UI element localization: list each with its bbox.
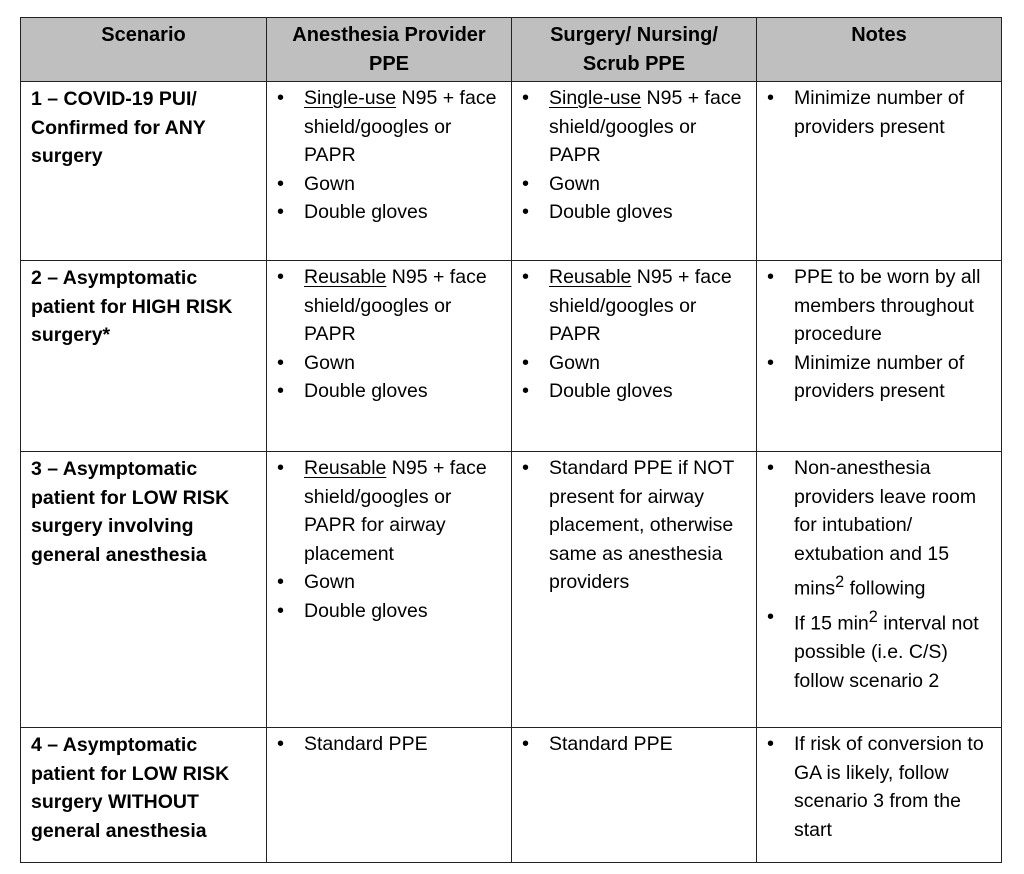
- ppe-scenario-table: [20, 17, 1002, 863]
- scenario-cell: 2 – Asymptomatic patient for HIGH RISK surgery*: [21, 261, 267, 452]
- surgery-ppe-cell: [512, 261, 757, 452]
- surgery-ppe-cell: [512, 452, 757, 728]
- bullet-list: [512, 261, 756, 406]
- list-item: • Standard PPE: [304, 730, 505, 759]
- bullet-list: [267, 82, 511, 227]
- list-item: • If 15 $\min^2$ interval not possible (i.e. C/S) follow scenario 2: [794, 603, 995, 695]
- table-row: [21, 452, 1002, 728]
- list-item: • Double gloves: [304, 198, 505, 227]
- bullet-list: [757, 728, 1001, 844]
- scenario-cell: 3 – Asymptomatic patient for LOW RISK surgery involving general anesthesia: [21, 452, 267, 728]
- list-item: • Reusable N95 + face shield/googles or PAPR: [549, 263, 750, 349]
- bullet-list: [267, 261, 511, 406]
- scenario-cell: 1 – COVID-19 PUI/ Confirmed for ANY surgery: [21, 82, 267, 261]
- header-scenario: Scenario: [21, 18, 267, 82]
- header-anesthesia-ppe: Anesthesia Provider PPE: [267, 18, 512, 82]
- list-item: • Double gloves: [549, 377, 750, 406]
- bullet-list: [512, 728, 756, 759]
- bullet-list: [757, 452, 1001, 695]
- notes-cell: [757, 452, 1002, 728]
- bullet-list: [757, 261, 1001, 406]
- list-item: • Double gloves: [549, 198, 750, 227]
- table-row: [21, 728, 1002, 863]
- list-item: • Non-anesthesia providers leave room for intubation/ extubation and 15 mins$^2$ following: [794, 454, 995, 603]
- bullet-list: [757, 82, 1001, 141]
- list-item: • Gown: [549, 349, 750, 378]
- header-notes: Notes: [757, 18, 1002, 82]
- table-row: [21, 261, 1002, 452]
- list-item: • If risk of conversion to GA is likely, follow scenario 3 from the start: [794, 730, 995, 844]
- bullet-list: [267, 728, 511, 759]
- table-row: [21, 82, 1002, 261]
- scenario-cell: 4 – Asymptomatic patient for LOW RISK surgery WITHOUT general anesthesia: [21, 728, 267, 863]
- anesthesia-ppe-cell: [267, 82, 512, 261]
- list-item: • Gown: [304, 170, 505, 199]
- bullet-list: [512, 82, 756, 227]
- list-item: • Gown: [304, 568, 505, 597]
- list-item: • Double gloves: [304, 597, 505, 626]
- list-item: • Minimize number of providers present: [794, 349, 995, 406]
- surgery-ppe-cell: [512, 82, 757, 261]
- list-item: • PPE to be worn by all members throughout procedure: [794, 263, 995, 349]
- notes-cell: [757, 728, 1002, 863]
- list-item: • Minimize number of providers present: [794, 84, 995, 141]
- anesthesia-ppe-cell: [267, 261, 512, 452]
- anesthesia-ppe-cell: [267, 452, 512, 728]
- list-item: • Single-use N95 + face shield/googles or PAPR: [304, 84, 505, 170]
- list-item: • Gown: [304, 349, 505, 378]
- notes-cell: [757, 82, 1002, 261]
- header-row: [21, 18, 1002, 82]
- list-item: • Standard PPE if NOT present for airway placement, otherwise same as anesthesia providers: [549, 454, 750, 597]
- bullet-list: [512, 452, 756, 597]
- list-item: • Reusable N95 + face shield/googles or PAPR: [304, 263, 505, 349]
- list-item: • Reusable N95 + face shield/googles or PAPR for airway placement: [304, 454, 505, 568]
- notes-cell: [757, 261, 1002, 452]
- list-item: • Standard PPE: [549, 730, 750, 759]
- bullet-list: [267, 452, 511, 625]
- anesthesia-ppe-cell: [267, 728, 512, 863]
- list-item: • Gown: [549, 170, 750, 199]
- list-item: • Single-use N95 + face shield/googles or PAPR: [549, 84, 750, 170]
- list-item: • Double gloves: [304, 377, 505, 406]
- surgery-ppe-cell: [512, 728, 757, 863]
- header-surgery-ppe: Surgery/ Nursing/ Scrub PPE: [512, 18, 757, 82]
